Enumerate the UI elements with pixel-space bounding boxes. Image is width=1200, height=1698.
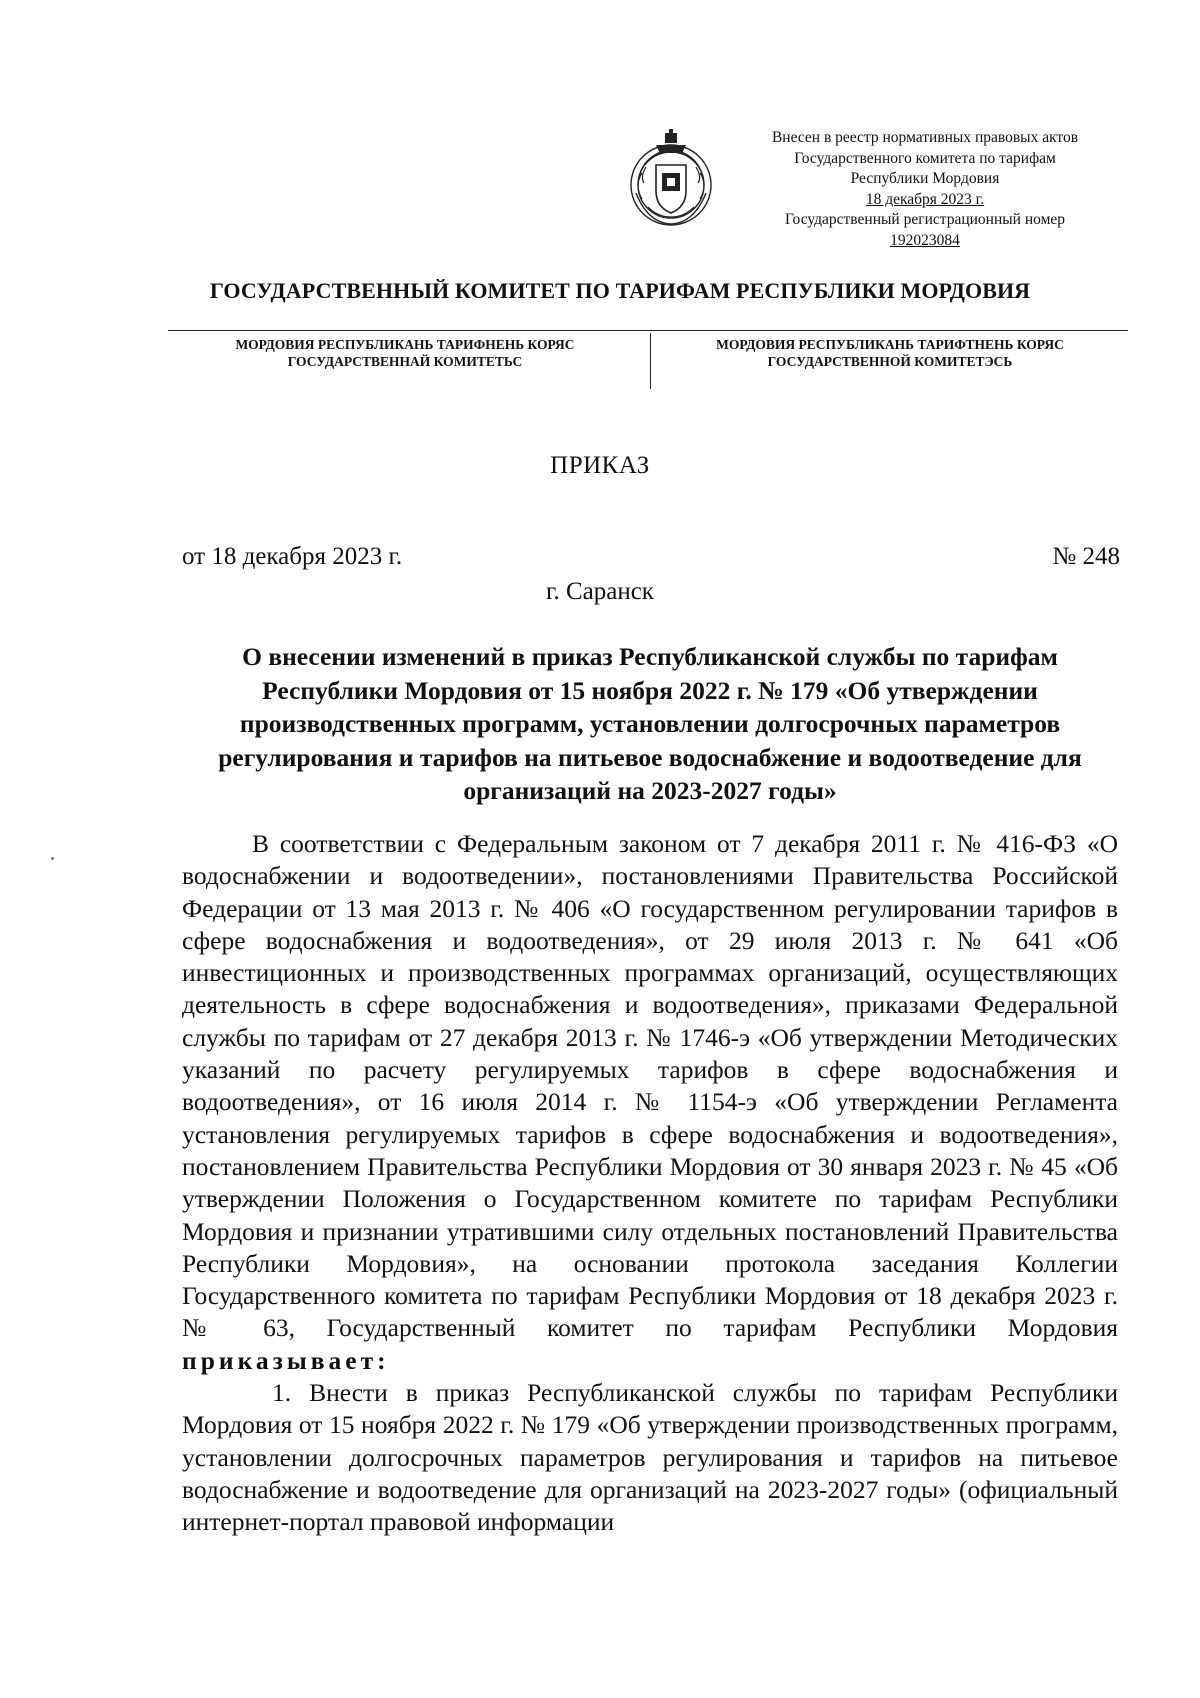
order-body: [182, 828, 1118, 1539]
committee-name: ГОСУДАРСТВЕННЫЙ КОМИТЕТ ПО ТАРИФАМ РЕСПУБЛИКИ МОРДОВИЯ: [209, 278, 1031, 303]
order-number: № 248: [1052, 543, 1120, 570]
header-divider: [650, 333, 651, 389]
body-paragraph-1: [182, 828, 1118, 1377]
body-paragraph-2: 1. Внести в приказ Республиканской службы по тарифам Республики Мордовия от 15 ноября 2022 г. № 179 «Об утверждении производственных программ, установлении долгосрочных параметров регулирования и тарифов на питьевое водоснабжение и водоотведение для организаций на 2023-2027 годы» (официальный интернет-портал правовой информации: [182, 1378, 1118, 1537]
scan-speck: [51, 857, 54, 860]
registry-line-2: Государственного комитета по тарифам: [794, 149, 1056, 167]
order-date: от 18 декабря 2023 г.: [182, 543, 403, 570]
order-title: ПРИКАЗ: [550, 452, 650, 479]
header-rule: [168, 330, 1128, 331]
committee-name-moksha: [185, 336, 625, 370]
committee-name-erzya: [670, 336, 1110, 370]
order-city: г. Саранск: [546, 578, 654, 605]
committee-moksha-line-2: ГОСУДАРСТВЕННАЙ КОМИТЕТЬС: [287, 354, 523, 369]
registry-line-5: Государственный регистрационный номер: [784, 211, 1066, 228]
body-paragraph-1-text: В соответствии с Федеральным законом от 7 декабря 2011 г. № 416-ФЗ «О водоснабжении и водоотведении», постановлениями Правительства Российской Федерации от 13 мая 2013 г. № 406 «О государственном регулировании тарифов в сфере водоснабжения и водоотведения», от 29 июля 2013 г. № 641 «Об инвестиционных и производственных программах организаций, осуществляющих деятельность в сфере водоснабжения и водоотведения», приказами Федеральной службы по тарифам от 27 декабря 2013 г. № 1746-э «Об утверждении Методических указаний по расчету регулируемых тарифов в сфере водоснабжения и водоотведения», от 16 июля 2014 г. № 1154-э «Об утверждении Регламента установления регулируемых тарифов в сфере водоснабжения и водоотведения», постановлением Правительства Республики Мордовия от 30 января 2023 г. № 45 «Об утверждении Положения о Государственном комитете по тарифам Республики Мордовия и признании утратившими силу отдельных постановлений Правительства Республики Мордовия», на основании протокола заседания Коллегии Государственного комитета по тарифам Республики Мордовия от 18 декабря 2023 г. № 63, Государственный комитет по тарифам Республики Мордовия: [182, 829, 1118, 1343]
order-verb: приказывает:: [182, 1345, 390, 1375]
registry-line-1: Внесен в реестр нормативных правовых актов: [771, 129, 1079, 146]
committee-erzya-line-2: ГОСУДАРСТВЕННОЙ КОМИТЕТЭСЬ: [767, 354, 1013, 369]
order-subject: О внесении изменений в приказ Республиканской службы по тарифам Республики Мордовия от 15 ноября 2022 г. № 179 «Об утверждении производственных программ, установлении долгосрочных параметров регулирования и тарифов на питьевое водоснабжение и водоотведение для организаций на 2023-2027 годы»: [218, 642, 1082, 805]
registry-number: 192023084: [890, 231, 960, 249]
committee-erzya-line-1: МОРДОВИЯ РЕСПУБЛИКАНЬ ТАРИФТНЕНЬ КОРЯС: [716, 337, 1064, 352]
registry-line-3: Республики Мордовия: [850, 170, 1000, 187]
registry-stamp: [740, 128, 1110, 251]
committee-moksha-line-1: МОРДОВИЯ РЕСПУБЛИКАНЬ ТАРИФНЕНЬ КОРЯС: [235, 337, 575, 352]
coat-of-arms-emblem: [618, 127, 724, 233]
registry-date: 18 декабря 2023 г.: [865, 190, 985, 208]
